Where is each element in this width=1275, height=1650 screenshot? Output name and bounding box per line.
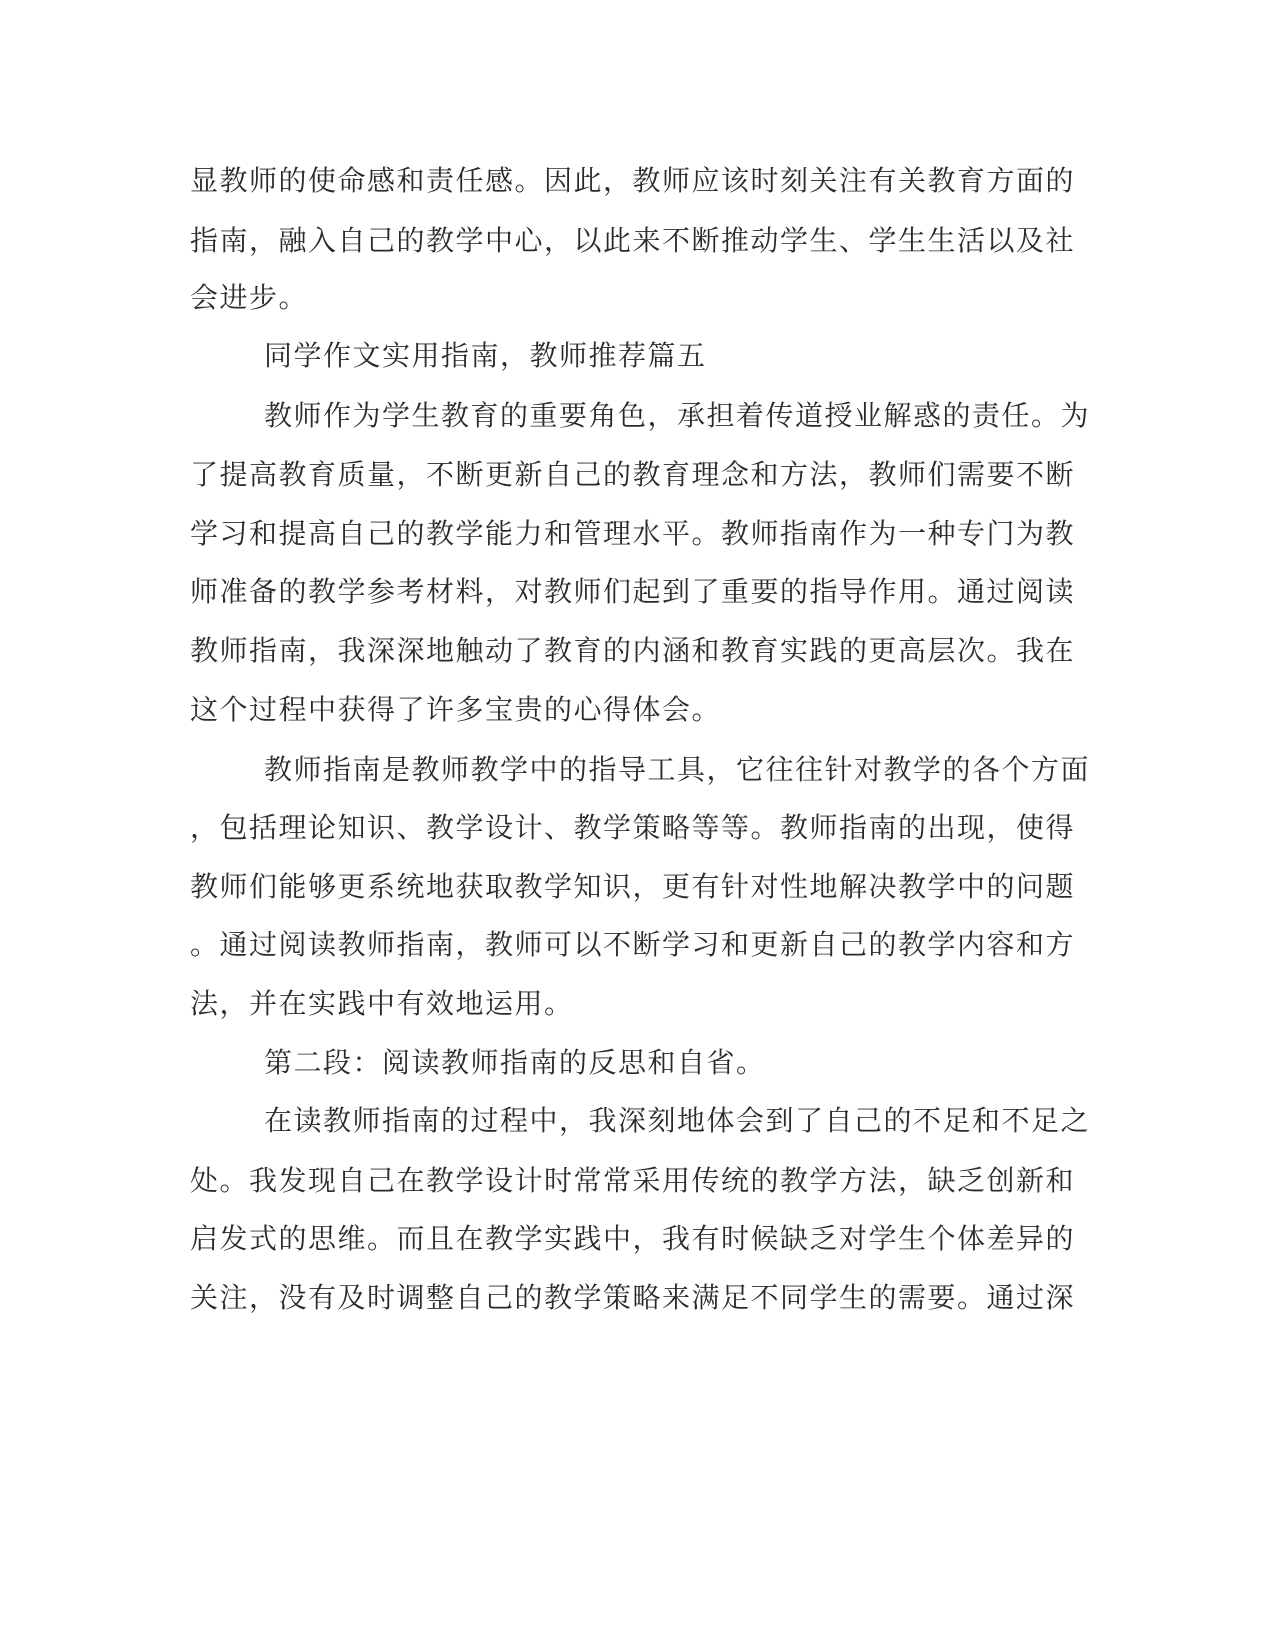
text-line: 法，并在实践中有效地运用。 xyxy=(190,987,574,1020)
text-line: 了提高教育质量，不断更新自己的教育理念和方法，教师们需要不断 xyxy=(190,458,1076,491)
text-line: 师准备的教学参考材料，对教师们起到了重要的指导作用。通过阅读 xyxy=(190,575,1076,608)
text-line: 会进步。 xyxy=(190,281,309,314)
text-line: 启发式的思维。而且在教学实践中，我有时候缺乏对学生个体差异的 xyxy=(190,1222,1076,1255)
text-line: 关注，没有及时调整自己的教学策略来满足不同学生的需要。通过深 xyxy=(190,1281,1076,1314)
text-line: 显教师的使命感和责任感。因此，教师应该时刻关注有关教育方面的 xyxy=(190,164,1076,197)
text-line: 教师作为学生教育的重要角色，承担着传道授业解惑的责任。为 xyxy=(264,399,1091,432)
text-line: 教师指南，我深深地触动了教育的内涵和教育实践的更高层次。我在 xyxy=(190,634,1076,667)
section-heading: 同学作文实用指南，教师推荐篇五 xyxy=(264,339,707,372)
text-line: 处。我发现自己在教学设计时常常采用传统的教学方法，缺乏创新和 xyxy=(190,1164,1076,1197)
text-line: 教师指南是教师教学中的指导工具，它往往针对教学的各个方面 xyxy=(264,753,1091,786)
text-line: 指南，融入自己的教学中心，以此来不断推动学生、学生生活以及社 xyxy=(190,224,1076,257)
text-line: 在读教师指南的过程中，我深刻地体会到了自己的不足和不足之 xyxy=(264,1104,1091,1137)
text-line: 。通过阅读教师指南，教师可以不断学习和更新自己的教学内容和方 xyxy=(190,928,1076,961)
section-heading: 第二段：阅读教师指南的反思和自省。 xyxy=(264,1046,766,1079)
text-line: 学习和提高自己的教学能力和管理水平。教师指南作为一种专门为教 xyxy=(190,517,1076,550)
text-line: ，包括理论知识、教学设计、教学策略等等。教师指南的出现，使得 xyxy=(190,811,1076,844)
text-line: 教师们能够更系统地获取教学知识，更有针对性地解决教学中的问题 xyxy=(190,870,1076,903)
text-line: 这个过程中获得了许多宝贵的心得体会。 xyxy=(190,693,722,726)
